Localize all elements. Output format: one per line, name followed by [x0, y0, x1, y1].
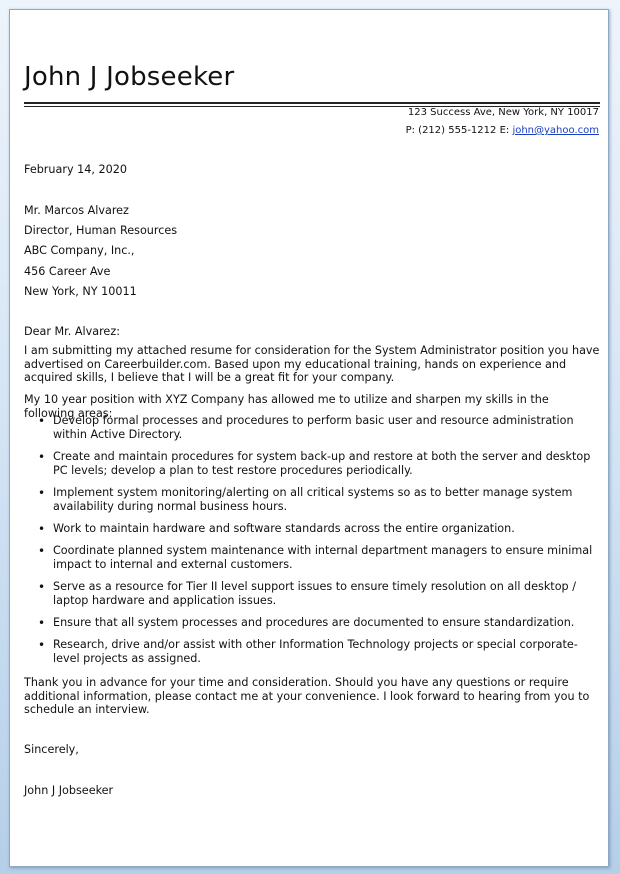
list-item: • Coordinate planned system maintenance with internal department managers to ensure minimal impact to internal and external customers.	[53, 544, 602, 572]
header-divider-thick	[24, 102, 600, 104]
list-item: • Research, drive and/or assist with other Information Technology projects or special corporate-level projects as assigned.	[53, 638, 602, 666]
letter-page	[9, 9, 609, 867]
applicant-name-heading: John J Jobseeker	[24, 62, 235, 92]
recipient-line: Director, Human Resources	[24, 224, 178, 237]
recipient-line: 456 Career Ave	[24, 265, 111, 278]
recipient-line: New York, NY 10011	[24, 285, 137, 298]
list-item: • Create and maintain procedures for system back-up and restore at both the server and desktop PC levels; develop a plan to test restore procedures periodically.	[53, 450, 602, 478]
list-item: • Serve as a resource for Tier II level support issues to ensure timely resolution on all desktop / laptop hardware and application issues.	[53, 580, 602, 608]
recipient-line: Mr. Marcos Alvarez	[24, 204, 129, 217]
signature-name: John J Jobseeker	[24, 784, 114, 797]
closing-paragraph: Thank you in advance for your time and consideration. Should you have any questions or require additional information, please contact me at your convenience. I look forward to hearing from you to schedule an interview.	[24, 676, 590, 716]
skills-lead-in: My 10 year position with XYZ Company has allowed me to utilize and sharpen my skills in the following areas:	[24, 393, 549, 420]
list-item: • Ensure that all system processes and procedures are documented to ensure standardization.	[53, 616, 602, 630]
contact-address: 123 Success Ave, New York, NY 10017	[407, 107, 599, 118]
salutation: Dear Mr. Alvarez:	[24, 325, 120, 338]
intro-paragraph: I am submitting my attached resume for consideration for the System Administrator position you have advertised on Careerbuilder.com. Based upon my educational training, hands on experience and acquired skills, I believe that I will be a great fit for your company.	[24, 344, 600, 384]
skills-list	[24, 414, 602, 674]
list-item: • Implement system monitoring/alerting on all critical systems so as to better manage system availability during normal business hours.	[53, 486, 602, 514]
recipient-line: ABC Company, Inc.,	[24, 244, 135, 257]
signoff: Sincerely,	[24, 743, 79, 756]
letter-date: February 14, 2020	[24, 163, 127, 176]
email-link[interactable]: john@yahoo.com	[512, 125, 599, 136]
contact-phone: P: (212) 555-1212 E:	[405, 125, 513, 136]
list-item: • Work to maintain hardware and software standards across the entire organization.	[53, 522, 602, 536]
list-item: • Develop formal processes and procedures to perform basic user and resource administration within Active Directory.	[53, 414, 602, 442]
contact-phone-email	[406, 125, 599, 136]
